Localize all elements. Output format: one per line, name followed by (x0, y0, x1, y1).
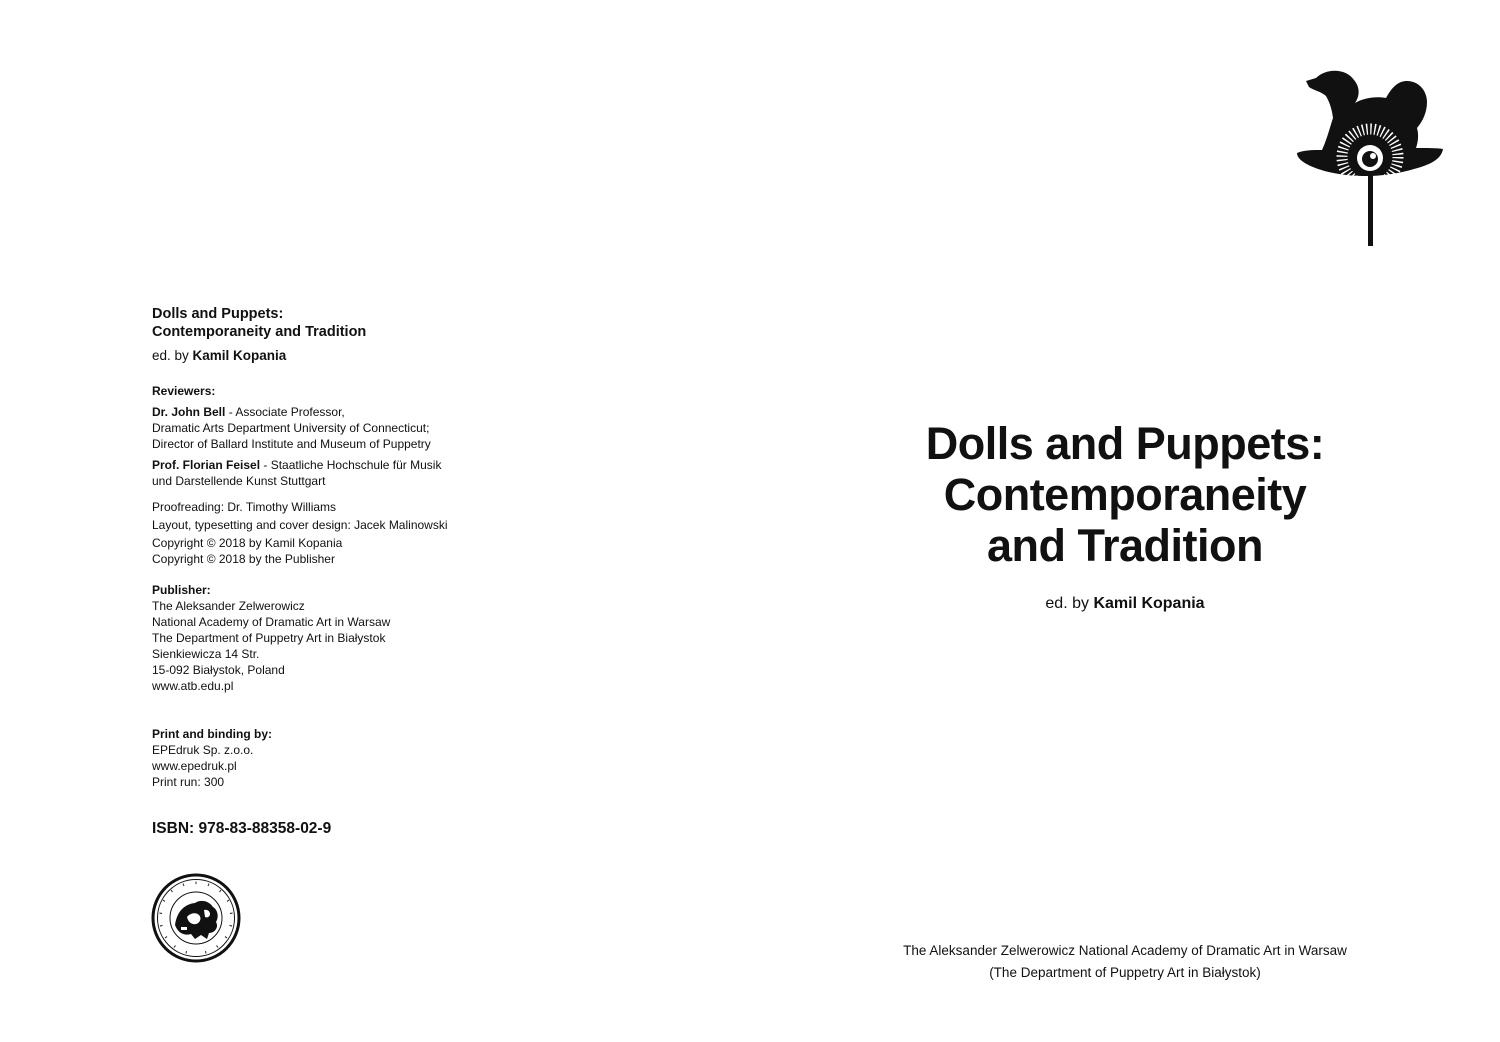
title-editor-name: Kamil Kopania (1093, 595, 1205, 612)
reviewer-line: Dramatic Arts Department University of Connecticut; (152, 421, 430, 435)
printer-line: EPEdruk Sp. z.o.o. (152, 743, 254, 757)
main-title-line-2: Contemporaneity (943, 469, 1307, 520)
imprint-title (152, 305, 572, 341)
title-editor-prefix: ed. by (1045, 595, 1094, 612)
institution-name: The Aleksander Zelwerowicz National Academy of Dramatic Art in Warsaw (903, 943, 1347, 958)
copyright-publisher: Copyright © 2018 by the Publisher (152, 552, 335, 566)
publisher-line: 15-092 Białystok, Poland (152, 663, 285, 677)
institution-footer (875, 940, 1375, 984)
imprint-editor (152, 348, 572, 364)
reviewers-section (152, 383, 572, 489)
copyright-block (152, 535, 572, 567)
publisher-line: The Aleksander Zelwerowicz (152, 599, 305, 613)
proofreading-credit: Proofreading: Dr. Timothy Williams (152, 500, 337, 514)
print-run: Print run: 300 (152, 775, 225, 789)
printer-section (152, 726, 572, 790)
reviewer-feisel (152, 457, 572, 489)
credits-section (152, 499, 572, 567)
reviewer-line: und Darstellende Kunst Stuttgart (152, 474, 326, 488)
rocking-horse-icon (1296, 65, 1451, 250)
main-title (875, 418, 1375, 571)
isbn: ISBN: 978-83-88358-02-9 (152, 820, 332, 837)
academy-seal-icon (151, 873, 241, 963)
publisher-line: National Academy of Dramatic Art in Warsaw (152, 615, 391, 629)
reviewer-line: - Associate Professor, (225, 405, 345, 419)
imprint-title-line-1: Dolls and Puppets: (152, 306, 284, 322)
reviewer-bell (152, 404, 572, 452)
imprint-page (152, 305, 572, 837)
title-page (875, 0, 1375, 1042)
imprint-title-line-2: Contemporaneity and Tradition (152, 324, 367, 340)
imprint-editor-name: Kamil Kopania (192, 348, 287, 363)
publisher-section (152, 582, 572, 694)
publisher-line: Sienkiewicza 14 Str. (152, 647, 260, 661)
reviewers-heading: Reviewers: (152, 384, 216, 398)
layout-credit: Layout, typesetting and cover design: Jacek Malinowski (152, 518, 448, 532)
reviewer-name: Prof. Florian Feisel (152, 458, 261, 472)
main-title-line-1: Dolls and Puppets: (925, 418, 1325, 469)
publisher-website: www.atb.edu.pl (152, 679, 234, 693)
copyright-author: Copyright © 2018 by Kamil Kopania (152, 536, 343, 550)
institution-department: (The Department of Puppetry Art in Białystok) (989, 965, 1261, 980)
publisher-heading: Publisher: (152, 583, 211, 597)
reviewer-name: Dr. John Bell (152, 405, 226, 419)
printer-heading: Print and binding by: (152, 727, 272, 741)
main-title-line-3: and Tradition (986, 520, 1263, 571)
reviewer-line: Director of Ballard Institute and Museum of Puppetry (152, 437, 431, 451)
title-editor (875, 595, 1375, 613)
reviewer-line: - Staatliche Hochschule für Musik (260, 458, 442, 472)
imprint-editor-prefix: ed. by (152, 348, 193, 363)
publisher-line: The Department of Puppetry Art in Białystok (152, 631, 386, 645)
printer-website: www.epedruk.pl (152, 759, 237, 773)
